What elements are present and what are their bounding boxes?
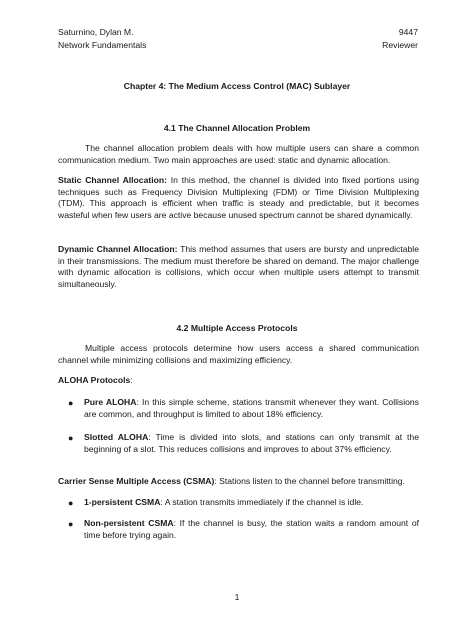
static-label: Static Channel Allocation: [58, 175, 167, 185]
dynamic-allocation-paragraph [58, 244, 419, 291]
csma-paragraph [58, 476, 419, 488]
section-heading-4-2: 4.2 Multiple Access Protocols [176, 323, 298, 333]
bullet-icon: ● [68, 433, 74, 443]
list-item-non-persistent-csma: Non-persistent CSMA: If the channel is busy, the station waits a random amount of time before trying again. [84, 518, 419, 540]
static-text: In this method, the channel is divided into fixed portions using techniques such as Frequency Division Multiplexing (FDM) or Time Division Multiplexing (TDM). This approach is efficient when traffic is steady and predictable, but it becomes wasteful when few users are active because unused spectrum cannot be shared dynamically. [58, 175, 419, 221]
header-author: Saturnino, Dylan M. [58, 27, 134, 37]
dynamic-label: Dynamic Channel Allocation: [58, 244, 178, 254]
bullet-icon: ● [68, 519, 74, 529]
header-course: Network Fundamentals [58, 40, 147, 50]
aloha-heading: ALOHA Protocols: [58, 375, 133, 385]
static-allocation-paragraph [58, 175, 419, 222]
section1-intro: The channel allocation problem deals with how multiple users can share a common communication medium. Two main approaches are used: static and dynamic allocation. [58, 143, 419, 165]
page-number: 1 [234, 592, 240, 602]
csma-text: : Stations listen to the channel before transmitting. [214, 476, 405, 486]
bullet-icon: ● [68, 498, 74, 508]
dynamic-text: This method assumes that users are bursty and unpredictable in their transmissions. The medium must therefore be shared on demand. The major challenge with dynamic allocation is collisions, which occur when multiple users attempt to transmit simultaneously. [58, 244, 419, 290]
aloha-heading-label: ALOHA Protocols [58, 375, 131, 385]
section2-intro: Multiple access protocols determine how users access a shared communication channel while minimizing collisions and maximizing efficiency. [58, 343, 419, 365]
list-item-1-persistent-csma: 1-persistent CSMA: A station transmits immediately if the channel is idle. [84, 497, 364, 507]
list-item-slotted-aloha: Slotted ALOHA: Time is divided into slots, and stations can only transmit at the beginning of a slot. This reduces collisions and improves to about 37% efficiency. [84, 432, 419, 454]
chapter-title: Chapter 4: The Medium Access Control (MAC) Sublayer [123, 81, 351, 91]
list-item-pure-aloha: Pure ALOHA: In this simple scheme, stations transmit whenever they want. Collisions are common, and throughput is limited to about 18% efficiency. [84, 397, 419, 419]
header-type: Reviewer [382, 40, 418, 50]
csma-label: Carrier Sense Multiple Access (CSMA) [58, 476, 215, 486]
bullet-icon: ● [68, 398, 74, 408]
header-number: 9447 [398, 27, 418, 37]
section-heading-4-1: 4.1 The Channel Allocation Problem [163, 123, 311, 133]
